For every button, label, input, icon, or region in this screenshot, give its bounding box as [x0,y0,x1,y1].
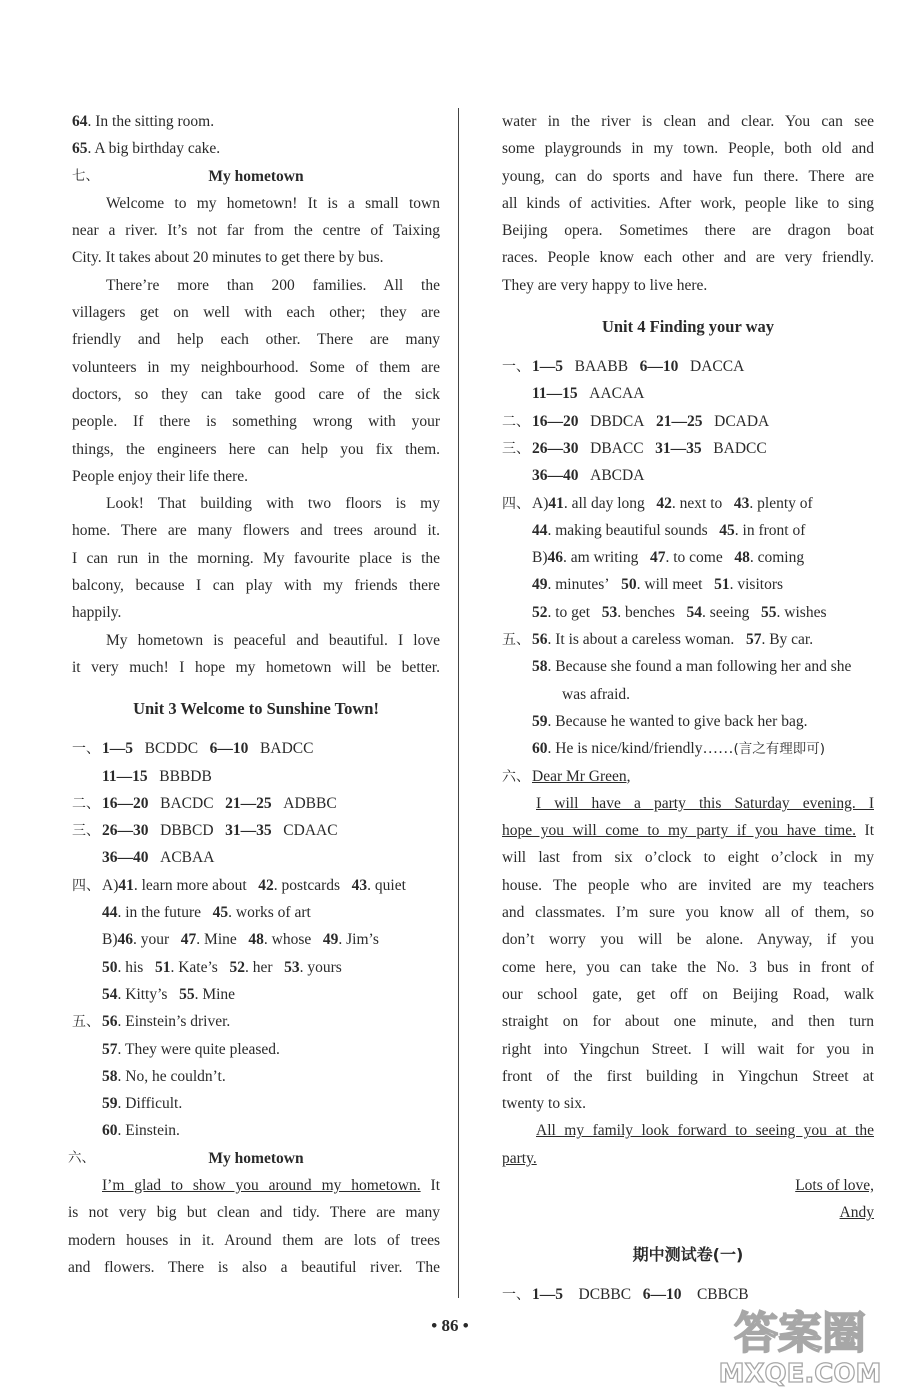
letter-greeting: 六、 Dear Mr Green, [502,763,874,790]
letter-closing: Lots of love, [795,1176,874,1194]
essay1-line: villagers get on well with each other; they are [72,304,440,322]
essay2-line: modern houses in it. Around them are lots of trees [68,1231,440,1249]
letter-line: right into Yingchun Street. I will wait for you in [502,1040,874,1058]
essay1-line: My hometown is peaceful and beautiful. I love [106,631,440,649]
mt-row: 一、 1—5 DCBBC 6—10 CBBCB [532,1281,874,1308]
essay1-line: Welcome to my hometown! It is a small town [106,194,440,212]
u3-row: 三、 26—30 DBBCD 31—35 CDAAC [102,817,440,844]
essay2-line: some playgrounds in my town. People, both old and [502,140,874,158]
essay1-line: people. If there is something wrong with your [72,413,440,431]
section-label: 三、 [502,440,530,457]
essay2-title: My hometown [208,1149,304,1167]
u4-row: 四、 A)41. all day long 42. next to 43. plenty of [532,490,874,517]
u4-row: 一、 1—5 BAABB 6—10 DACCA [532,353,874,380]
essay1-line: People enjoy their life there. [72,467,249,485]
letter-body [502,790,874,1227]
essay2-line: Beijing opera. Sometimes there are dragon boat [502,222,874,240]
u3-row: 四、 A)41. learn more about 42. postcards 43. quiet [102,872,440,899]
section-label: 七、 [72,167,99,184]
u3-row: 二、 16—20 BACDC 21—25 ADBBC [102,790,440,817]
essay1-line: happily. [72,604,122,622]
essay2-heading [68,1145,440,1172]
u4-row: 59. Because he wanted to give back her bag. [532,712,808,730]
letter [502,763,874,790]
watermark-logo [705,1298,895,1388]
essay2-body [68,1172,440,1281]
u4-row: 60. He is nice/kind/friendly……(言之有理即可) [532,740,826,758]
essay1-body [72,190,440,681]
u4-row: 11—15 AACAA [532,385,645,403]
u4-row: 49. minutes’ 50. will meet 51. visitors [532,576,784,594]
essay1-line: City. It takes about 20 minutes to get there by bus. [72,249,384,267]
u3-row: 50. his 51. Kate’s 52. her 53. yours [102,958,342,976]
essay1-line: doctors, so they can take good care of the sick [72,385,440,403]
section-label: 三、 [72,823,100,840]
watermark-line1: 答案圈 [734,1308,866,1359]
u3-row: 11—15 BBBDB [102,767,212,785]
section-label: 一、 [72,741,100,758]
essay2-line: races. People know each other and are very friendly. [502,249,874,267]
u4-row: 58. Because she found a man following her and she [532,658,852,676]
letter-line: house. The people who are invited are my teachers [502,876,874,894]
essay1-title: My hometown [208,167,304,185]
essay2-line: is not very big but clean and tidy. There are many [68,1204,440,1222]
section-label: 四、 [72,877,100,894]
u3-row: 60. Einstein. [102,1122,180,1140]
letter-line: straight on for about one minute, and then turn [502,1013,874,1031]
unit4-title: Unit 4 Finding your way [601,317,775,337]
column-divider [458,108,459,1298]
section-label: 五、 [72,1014,100,1031]
section-label: 六、 [502,768,530,785]
essay2-line: I’m glad to show you around my hometown. It [102,1176,440,1194]
left-column [68,108,440,1281]
letter-line: front of the first building in Yingchun Street at [502,1067,874,1085]
answer-65: 65. A big birthday cake. [72,140,221,158]
letter-line: hope you will come to my party if you have time. It [502,822,874,840]
u4-row: 三、 26—30 DBACC 31—35 BADCC [532,435,874,462]
unit3-answers [72,735,440,1144]
letter-line: our school gate, get off on Beijing Road, walk [502,985,874,1003]
letter-line: party. [502,1149,537,1167]
u4-row: B)46. am writing 47. to come 48. coming [532,549,805,567]
letter-line: All my family look forward to seeing you at the [536,1122,874,1140]
u3-row: 57. They were quite pleased. [102,1040,280,1058]
essay1-line: balcony, because I can play with my friends there [72,577,440,595]
essay2-line: and flowers. There is also a beautiful river. The [68,1258,440,1276]
answer-64: 64. In the sitting room. [72,113,215,130]
u3-row: 36—40 ACBAA [102,849,215,867]
right-column [502,108,874,1308]
section-label: 四、 [502,495,530,512]
letter-line: don’t worry you will be alone. Anyway, if you [502,931,874,949]
u3-row: 一、 1—5 BCDDC 6—10 BADCC [102,735,440,762]
letter-line: come here, you can take the No. 3 bus in front of [502,958,874,976]
section-label: 一、 [502,1286,530,1303]
letter-line: I will have a party this Saturday evening. I [536,794,874,812]
section-label: 一、 [502,359,530,376]
u4-row: 44. making beautiful sounds 45. in front of [532,521,806,539]
unit3-title: Unit 3 Welcome to Sunshine Town! [133,699,379,719]
u3-row: 44. in the future 45. works of art [102,904,311,922]
u3-row: B)46. your 47. Mine 48. whose 49. Jim’s [102,931,379,949]
section-label: 六、 [68,1149,95,1166]
letter-signature: Andy [839,1204,874,1222]
essay1-line: I can run in the morning. My favourite place is the [72,549,440,567]
u4-row: was afraid. [562,685,630,703]
u3-row: 59. Difficult. [102,1095,183,1113]
essay2-line: water in the river is clean and clear. You can see [502,113,874,130]
essay2-line: all kinds of activities. After work, people like to sing [502,194,874,212]
essay1-line: There’re more than 200 families. All the [106,276,440,294]
essay1-line: Look! That building with two floors is my [106,495,440,513]
essay1-line: near a river. It’s not far from the centre of Taixing [72,222,440,240]
u4-row: 五、 56. It is about a careless woman. 57. By car. [532,626,874,653]
essay1-line: it very much! I hope my hometown will be better. [72,658,440,676]
section-label: 二、 [502,413,530,430]
essay1-line: volunteers in my neighbourhood. Some of them are [72,358,440,376]
essay1-line: things, the engineers here can help you fix them. [72,440,440,458]
u4-row: 52. to get 53. benches 54. seeing 55. wishes [532,603,827,621]
u3-row: 58. No, he couldn’t. [102,1067,226,1085]
essay1-heading [72,163,440,190]
essay1-line: home. There are many flowers and trees around it. [72,522,440,540]
unit4-answers [502,353,874,762]
section-label: 五、 [502,632,530,649]
letter-line: and classmates. I’m sure you know all of them, so [502,904,874,922]
letter-line: will last from six o’clock to eight o’clock in my [502,849,874,867]
letter-line: twenty to six. [502,1095,586,1113]
u4-row: 二、 16—20 DBDCA 21—25 DCADA [532,408,874,435]
essay1-line: friendly and help each other. There are many [72,331,440,349]
page-number: • 86 • [431,1316,469,1335]
u3-row: 五、 56. Einstein’s driver. [102,1008,440,1035]
midterm-title: 期中测试卷(一) [632,1244,744,1264]
watermark-line2: MXQE.COM [718,1359,882,1388]
essay2-line: They are very happy to live here. [502,276,708,294]
essay2-continued [502,108,874,299]
section-label: 二、 [72,795,100,812]
u3-row: 54. Kitty’s 55. Mine [102,985,236,1003]
essay2-line: young, can do sports and have fun there. There are [502,167,874,185]
u4-row: 36—40 ABCDA [532,467,645,485]
